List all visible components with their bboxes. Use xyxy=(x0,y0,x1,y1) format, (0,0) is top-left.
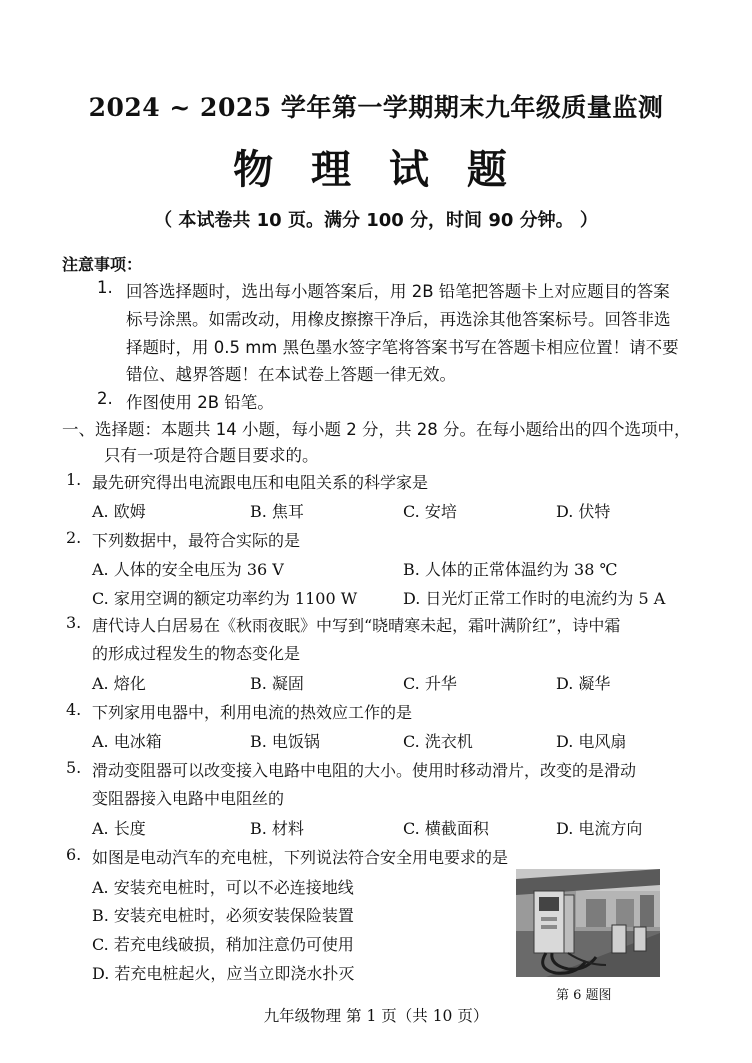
option-a: A. 安装充电桩时，可以不必连接地线 xyxy=(92,878,354,897)
question-number: 1. xyxy=(66,470,82,489)
notice-line: 错位、越界答题！在本试卷上答题一律无效。 xyxy=(126,365,456,384)
option-d: D. 凝华 xyxy=(556,674,611,693)
notice-line: 择题时，用 0.5 mm 黑色墨水签字笔将答案书写在答题卡相应位置！请不要 xyxy=(126,338,679,357)
notice-heading: 注意事项： xyxy=(62,255,143,274)
question-stem: 下列数据中，最符合实际的是 xyxy=(92,531,301,550)
paper-info: （ 本试卷共 10 页。满分 100 分，时间 90 分钟。 ） xyxy=(154,210,598,231)
question-number: 2. xyxy=(66,528,82,547)
option-a: A. 长度 xyxy=(92,819,146,838)
question-stem-cont: 变阻器接入电路中电阻丝的 xyxy=(92,789,285,808)
notice-line: 标号涂黑。如需改动，用橡皮擦擦干净后，再选涂其他答案标号。回答非选 xyxy=(126,310,671,329)
question-stem: 最先研究得出电流跟电压和电阻关系的科学家是 xyxy=(92,473,429,492)
option-b: B. 安装充电桩时，必须安装保险装置 xyxy=(92,906,354,925)
subject-title: 物 理 试 题 xyxy=(233,146,519,193)
question-number: 5. xyxy=(66,758,82,777)
notice-item-number: 1. xyxy=(97,278,113,297)
option-b: B. 人体的正常体温约为 38 ℃ xyxy=(403,560,618,579)
option-c: C. 家用空调的额定功率约为 1100 W xyxy=(92,589,358,608)
notice-line: 作图使用 2B 铅笔。 xyxy=(126,393,274,412)
option-c: C. 升华 xyxy=(403,674,457,693)
option-a: A. 电冰箱 xyxy=(92,732,162,751)
notice-item-number: 2. xyxy=(97,389,113,408)
option-a: A. 欧姆 xyxy=(92,502,146,521)
question-stem-cont: 的形成过程发生的物态变化是 xyxy=(92,644,301,663)
option-b: B. 材料 xyxy=(250,819,304,838)
option-b: B. 电饭锅 xyxy=(250,732,320,751)
option-b: B. 焦耳 xyxy=(250,502,304,521)
option-d: D. 日光灯正常工作时的电流约为 5 A xyxy=(403,589,666,608)
figure-caption: 第 6 题图 xyxy=(556,988,612,1003)
option-d: D. 伏特 xyxy=(556,502,611,521)
section-heading: 一、选择题：本题共 14 小题，每小题 2 分，共 28 分。在每小题给出的四个选项中， xyxy=(62,420,691,439)
option-b: B. 凝固 xyxy=(250,674,304,693)
charging-station-icon xyxy=(516,869,660,977)
option-a: A. 熔化 xyxy=(92,674,146,693)
option-c: C. 安培 xyxy=(403,502,457,521)
exam-title: 2024 ~ 2025 学年第一学期期末九年级质量监测 xyxy=(88,93,664,122)
question-stem: 下列家用电器中，利用电流的热效应工作的是 xyxy=(92,703,413,722)
question-stem: 唐代诗人白居易在《秋雨夜眠》中写到“晓晴寒未起，霜叶满阶红”，诗中霜 xyxy=(92,616,621,635)
option-a: A. 人体的安全电压为 36 V xyxy=(92,560,284,579)
option-d: D. 电风扇 xyxy=(556,732,627,751)
question-stem: 如图是电动汽车的充电桩，下列说法符合安全用电要求的是 xyxy=(92,848,509,867)
question-number: 3. xyxy=(66,613,82,632)
option-d: D. 若充电桩起火，应当立即浇水扑灭 xyxy=(92,964,355,983)
question-number: 6. xyxy=(66,845,82,864)
option-c: C. 横截面积 xyxy=(403,819,489,838)
question-stem: 滑动变阻器可以改变接入电路中电阻的大小。使用时移动滑片，改变的是滑动 xyxy=(92,761,637,780)
option-c: C. 洗衣机 xyxy=(403,732,473,751)
notice-line: 回答选择题时，选出每小题答案后，用 2B 铅笔把答题卡上对应题目的答案 xyxy=(126,282,670,301)
option-c: C. 若充电线破损，稍加注意仍可使用 xyxy=(92,935,354,954)
question-number: 4. xyxy=(66,700,82,719)
section-heading-cont: 只有一项是符合题目要求的。 xyxy=(104,446,319,465)
charging-station-photo xyxy=(516,869,660,977)
page-footer: 九年级物理 第 1 页（共 10 页） xyxy=(263,1007,489,1025)
option-d: D. 电流方向 xyxy=(556,819,643,838)
